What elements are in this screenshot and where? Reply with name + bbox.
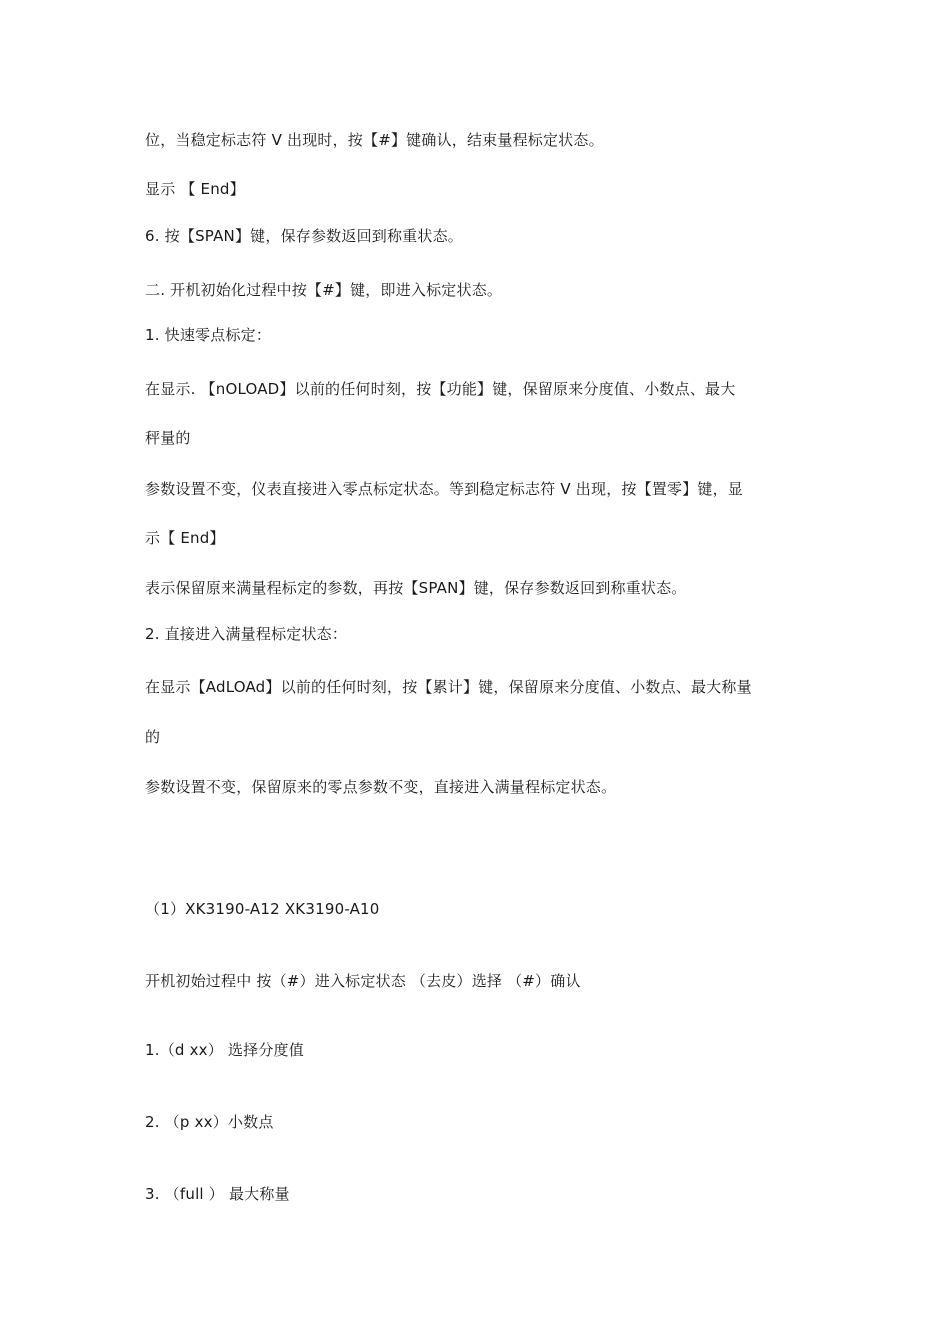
model-heading: （1）XK3190-A12 XK3190-A10 <box>145 900 380 918</box>
list-item-1: 1.（d xx） 选择分度值 <box>145 1041 304 1059</box>
text-line-12: 在显示【AdLOAd】以前的任何时刻，按【累计】键，保留原来分度值、小数点、最大称量 <box>145 678 752 696</box>
list-item-2: 2. （p xx）小数点 <box>145 1113 274 1131</box>
text-line-13: 的 <box>145 728 161 746</box>
text-line-8: 参数设置不变，仪表直接进入零点标定状态。等到稳定标志符 V 出现，按【置零】键，显 <box>145 480 744 498</box>
text-line-16: 开机初始过程中 按（#）进入标定状态 （去皮）选择 （#）确认 <box>145 972 581 990</box>
text-line-7: 秤量的 <box>145 429 191 447</box>
text-line-9: 示【 End】 <box>145 529 225 547</box>
text-line-11: 2. 直接进入满量程标定状态： <box>145 625 348 643</box>
list-item-3: 3. （full ） 最大称量 <box>145 1185 290 1203</box>
text-line-2: 显示 【 End】 <box>145 180 245 198</box>
text-line-3: 6. 按【SPAN】键，保存参数返回到称重状态。 <box>145 227 463 245</box>
text-line-5: 1. 快速零点标定： <box>145 326 272 344</box>
text-line-6: 在显示. 【nOLOAD】以前的任何时刻，按【功能】键，保留原来分度值、小数点、最大 <box>145 380 736 398</box>
text-line-1: 位，当稳定标志符 V 出现时，按【#】键确认，结束量程标定状态。 <box>145 131 604 149</box>
text-line-10: 表示保留原来满量程标定的参数，再按【SPAN】键，保存参数返回到称重状态。 <box>145 579 687 597</box>
text-line-4: 二. 开机初始化过程中按【#】键，即进入标定状态。 <box>145 281 503 299</box>
text-line-14: 参数设置不变，保留原来的零点参数不变，直接进入满量程标定状态。 <box>145 778 617 796</box>
